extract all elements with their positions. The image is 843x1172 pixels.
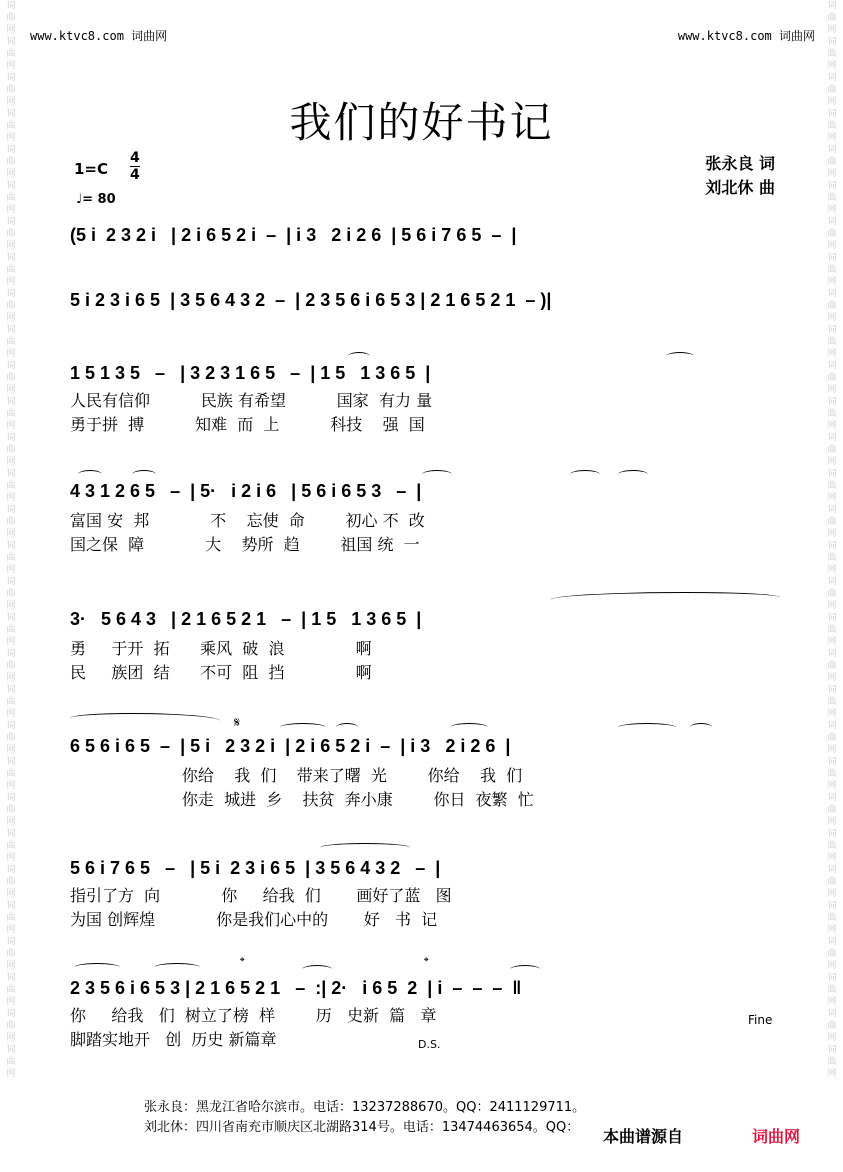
notation-line: 2 3 5 6 i 6 5 3 | 2 1 6 5 2 1 – :| 2· i 6 5 2 | i – – – ‖: [70, 978, 522, 998]
tempo-marking: ♩= 80: [76, 192, 116, 207]
lyric-verse-2: 国之保 障 大 势所 趋 祖国 统 一: [70, 535, 420, 554]
slur: [510, 965, 540, 974]
notation-line: 5 i 2 3 i 6 5 | 3 5 6 4 3 2 – | 2 3 5 6 i 6 5 3 | 2 1 6 5 2 1 – )|: [70, 290, 552, 310]
slur: [618, 723, 676, 732]
score-row-6: [70, 715, 780, 813]
notation-line: 1 5 1 3 5 – | 3 2 3 1 6 5 – | 1 5 1 3 6 5 |: [70, 363, 431, 383]
lyric-verse-1: 你 给我 们 树立了榜 样 历 史新 篇 章: [70, 1006, 437, 1025]
tie: [70, 713, 220, 726]
lyric-verse-1: 你给 我 们 带来了曙 光 你给 我 们: [70, 766, 523, 785]
site-url-right[interactable]: www.ktvc8.com 词曲网: [677, 29, 815, 43]
lyricist-contact: 张永良：黑龙江省哈尔滨市。电话：13237288670。QQ：2411129711。: [144, 1100, 586, 1115]
time-signature: [130, 150, 140, 183]
notation-line: 6 5 6 i 6 5 – | 5 i 2 3 2 i | 2 i 6 5 2 i – | i 3 2 i 2 6 |: [70, 736, 511, 756]
ds-marking: D.S.: [418, 1038, 441, 1051]
contact-footer: [144, 1098, 585, 1138]
lyric-verse-1: 富国 安 邦 不 忘使 命 初心 不 改: [70, 511, 425, 530]
score-row-2: [70, 287, 780, 317]
composer-credit: 刘北休 曲: [705, 178, 775, 197]
lyric-verse-1: 指引了方 向 你 给我 们 画好了蓝 图: [70, 886, 452, 905]
credits: [705, 152, 775, 200]
site-url-left[interactable]: www.ktvc8.com 词曲网: [30, 29, 168, 43]
score-row-3: [70, 360, 780, 440]
lyric-verse-2: 为国 创辉煌 你是我们心中的 好 书 记: [70, 910, 438, 929]
slur: [74, 963, 120, 972]
lyric-verse-1: 勇 于开 拓 乘风 破 浪 啊: [70, 639, 372, 658]
score-row-1: [70, 222, 780, 252]
song-title: 我们的好书记: [289, 98, 554, 147]
lyric-verse-2: 你走 城进 乡 扶贫 奔小康 你日 夜繁 忙: [70, 790, 534, 809]
notation-line: 3· 5 6 4 3 | 2 1 6 5 2 1 – | 1 5 1 3 6 5 |: [70, 609, 422, 629]
composer-contact: 刘北休：四川省南充市顺庆区北湖路314号。电话：13474463654。QQ：: [144, 1120, 580, 1135]
lyric-verse-2: 脚踏实地开 创 历史 新篇章: [70, 1030, 277, 1049]
slur: [154, 963, 200, 972]
slur: [280, 723, 326, 732]
source-site-link[interactable]: 词曲网: [752, 1127, 801, 1146]
slur: [320, 843, 410, 852]
slur: [450, 723, 488, 732]
tie: [550, 592, 780, 605]
coda-symbol: 𝄌: [424, 955, 429, 970]
slur: [690, 723, 712, 732]
notation-line: (5 i 2 3 2 i | 2 i 6 5 2 i – | i 3 2 i 2 6 | 5 6 i 7 6 5 – |: [70, 225, 517, 245]
score-row-4: [70, 478, 780, 558]
segno-symbol: 𝄋: [234, 715, 241, 731]
notation-line: 4 3 1 2 6 5 – | 5· i 2 i 6 | 5 6 i 6 5 3 – |: [70, 481, 422, 501]
time-signature-top: 4: [130, 150, 140, 166]
key-signature: 1=C: [74, 160, 109, 178]
lyric-verse-2: 民 族团 结 不可 阻 挡 啊: [70, 663, 372, 682]
time-signature-bottom: 4: [130, 167, 140, 183]
source-label: 本曲谱源自: [603, 1127, 684, 1146]
fine-marking: Fine: [748, 1013, 773, 1027]
slur: [302, 965, 332, 974]
lyric-verse-1: 人民有信仰 民族 有希望 国家 有力 量: [70, 391, 433, 410]
side-watermark-left: 词曲网词曲网词曲网词曲网词曲网词曲网词曲网词曲网词曲网词曲网词曲网词曲网词曲网词曲网词曲网词曲网词曲网词曲网词曲网词曲网词曲网词曲网词曲网词曲网词曲网词曲网词曲网词曲网词曲网词曲网: [6, 1, 16, 1079]
lyricist-credit: 张永良 词: [705, 154, 775, 173]
notation-line: 5 6 i 7 6 5 – | 5 i 2 3 i 6 5 | 3 5 6 4 3 2 – |: [70, 858, 441, 878]
coda-symbol: 𝄌: [240, 955, 245, 970]
slur: [336, 723, 358, 732]
side-watermark-right: 词曲网词曲网词曲网词曲网词曲网词曲网词曲网词曲网词曲网词曲网词曲网词曲网词曲网词曲网词曲网词曲网词曲网词曲网词曲网词曲网词曲网词曲网词曲网词曲网词曲网词曲网词曲网词曲网词曲网词曲网: [827, 1, 837, 1079]
score-row-7: [70, 855, 780, 935]
score-row-5: [70, 606, 780, 686]
lyric-verse-2: 勇于拼 搏 知难 而 上 科技 强 国: [70, 415, 425, 434]
